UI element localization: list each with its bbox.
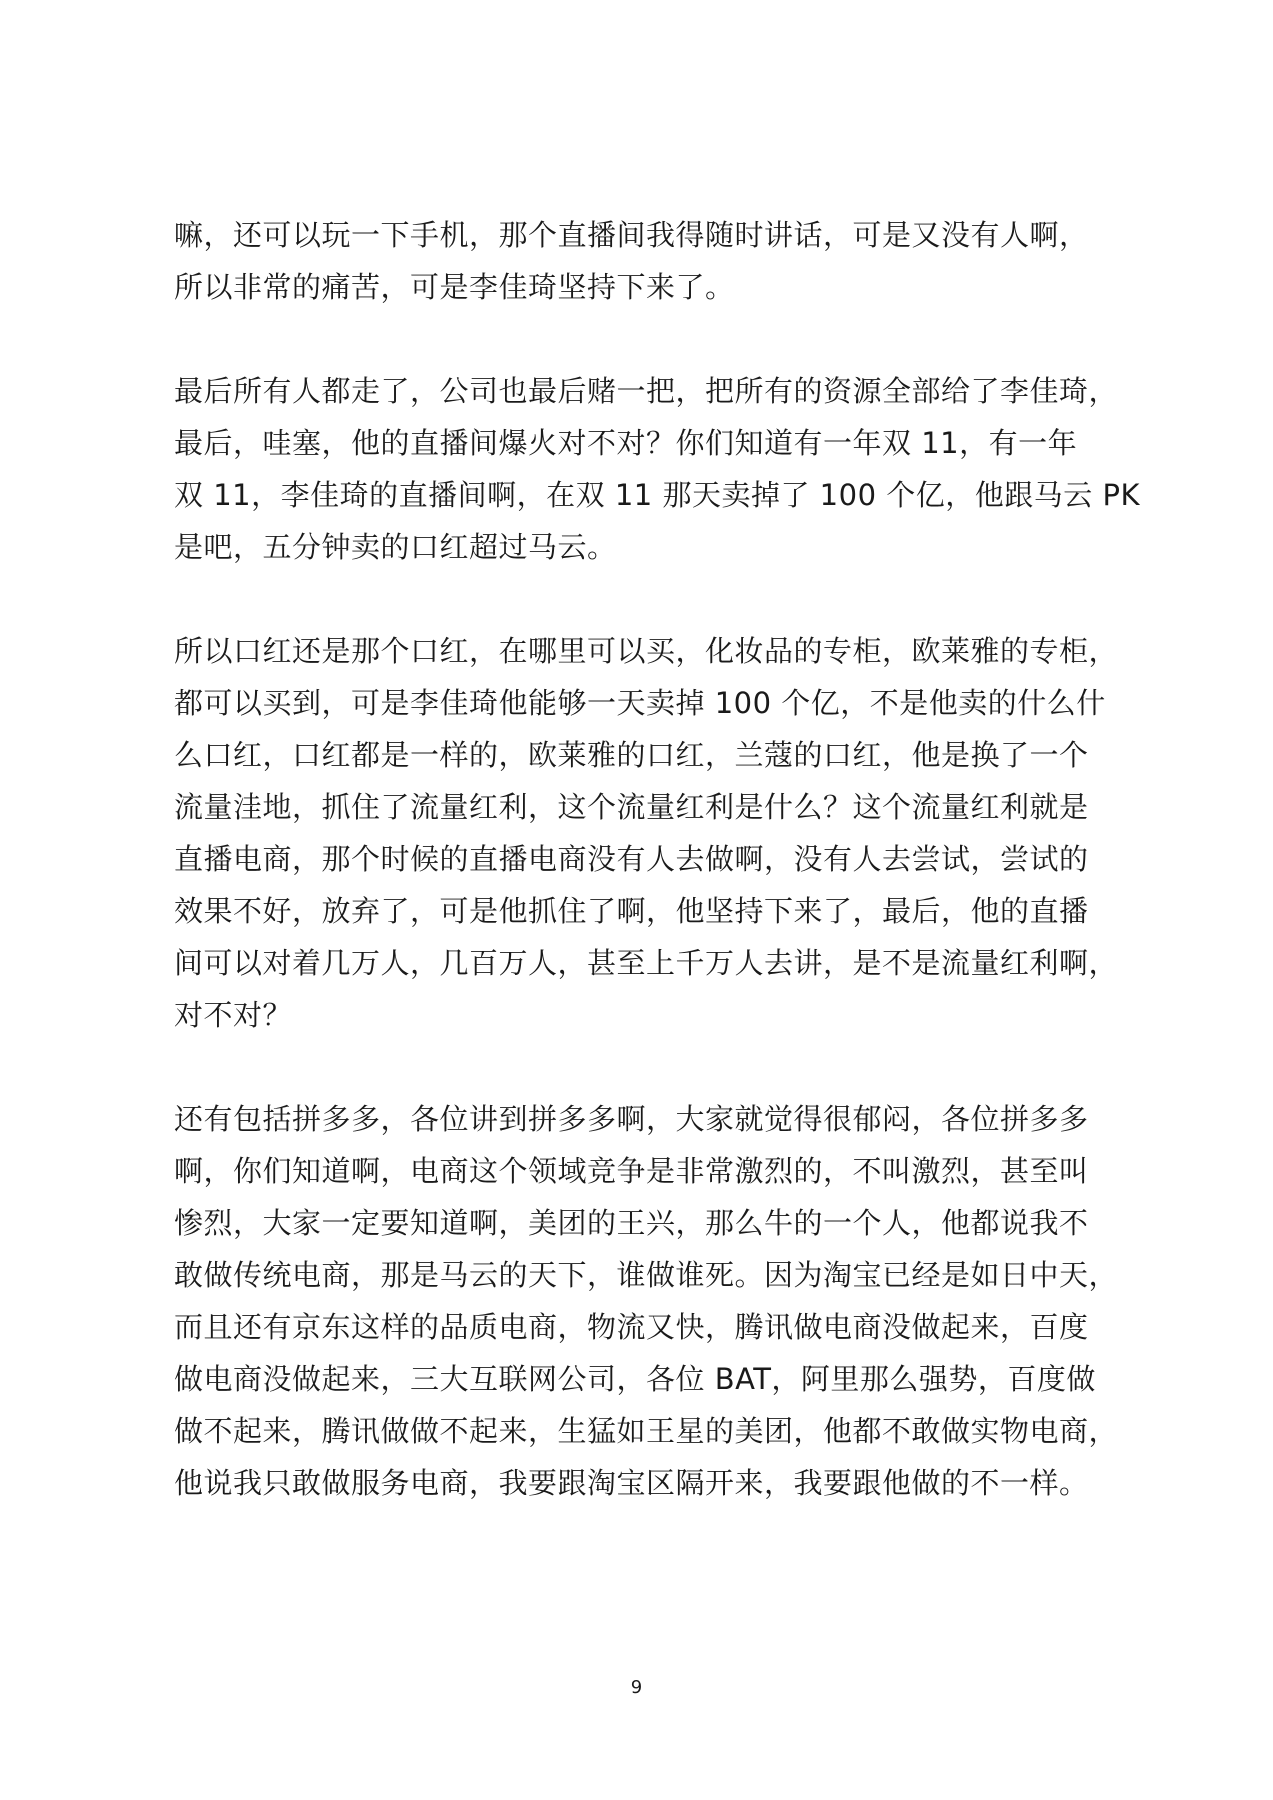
paragraph <box>174 209 1104 313</box>
text-line: 所以非常的痛苦，可是李佳琦坚持下来了。 <box>174 270 735 304</box>
text-line: 间可以对着几万人，几百万人，甚至上千万人去讲，是不是流量红利啊， <box>174 946 1119 980</box>
text-line: 么口红，口红都是一样的，欧莱雅的口红，兰蔻的口红，他是换了一个 <box>174 738 1089 772</box>
text-line: 还有包括拼多多，各位讲到拼多多啊，大家就觉得很郁闷，各位拼多多 <box>174 1102 1089 1136</box>
text-line: 他说我只敢做服务电商，我要跟淘宝区隔开来，我要跟他做的不一样。 <box>174 1466 1089 1500</box>
text-line: 敢做传统电商，那是马云的天下，谁做谁死。因为淘宝已经是如日中天， <box>174 1258 1119 1292</box>
text-line: 是吧，五分钟卖的口红超过马云。 <box>174 530 617 564</box>
text-line: 双 11，李佳琦的直播间啊，在双 11 那天卖掉了 100 个亿，他跟马云 PK <box>174 478 1140 512</box>
text-line: 效果不好，放弃了，可是他抓住了啊，他坚持下来了，最后，他的直播 <box>174 894 1089 928</box>
paragraph <box>174 365 1140 573</box>
text-line: 流量洼地，抓住了流量红利，这个流量红利是什么？这个流量红利就是 <box>174 790 1089 824</box>
body-text <box>174 209 1140 1509</box>
text-line: 惨烈，大家一定要知道啊，美团的王兴，那么牛的一个人，他都说我不 <box>174 1206 1089 1240</box>
text-line: 做电商没做起来，三大互联网公司，各位 BAT，阿里那么强势，百度做 <box>174 1362 1096 1396</box>
paragraph <box>174 1093 1119 1509</box>
text-line: 嘛，还可以玩一下手机，那个直播间我得随时讲话，可是又没有人啊， <box>174 218 1089 252</box>
text-line: 最后，哇塞，他的直播间爆火对不对？你们知道有一年双 11，有一年 <box>174 426 1078 460</box>
text-line: 对不对？ <box>174 998 293 1032</box>
text-line: 啊，你们知道啊，电商这个领域竞争是非常激烈的，不叫激烈，甚至叫 <box>174 1154 1089 1188</box>
text-line: 最后所有人都走了，公司也最后赌一把，把所有的资源全部给了李佳琦， <box>174 374 1119 408</box>
text-line: 而且还有京东这样的品质电商，物流又快，腾讯做电商没做起来，百度 <box>174 1310 1089 1344</box>
text-line: 所以口红还是那个口红，在哪里可以买，化妆品的专柜，欧莱雅的专柜， <box>174 634 1119 668</box>
text-line: 都可以买到，可是李佳琦他能够一天卖掉 100 个亿，不是他卖的什么什 <box>174 686 1106 720</box>
page-number: 9 <box>630 1677 643 1698</box>
paragraph <box>174 625 1119 1041</box>
text-line: 做不起来，腾讯做做不起来，生猛如王星的美团，他都不敢做实物电商， <box>174 1414 1119 1448</box>
text-line: 直播电商，那个时候的直播电商没有人去做啊，没有人去尝试，尝试的 <box>174 842 1089 876</box>
